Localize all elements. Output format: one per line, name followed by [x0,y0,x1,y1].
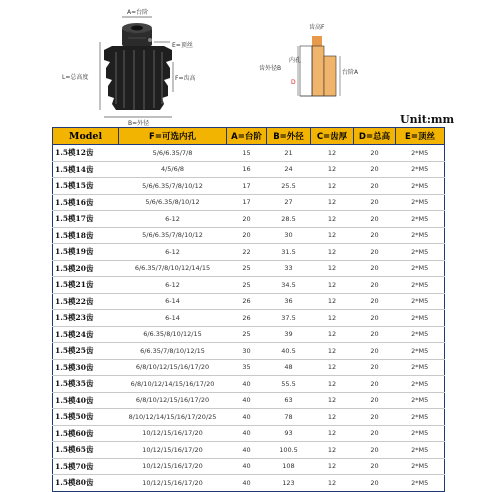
bore-cell: 6-12 [119,244,227,261]
bore-cell: 5/6/6.35/7/8 [119,145,227,162]
outer-diameter-cell: 31.5 [267,244,311,261]
bore-cell: 10/12/15/16/17/20 [119,442,227,459]
model-cell: 1.5模24齿 [53,326,119,343]
step-cell: 35 [227,359,267,376]
total-height-cell: 20 [354,211,396,228]
total-height-cell: 20 [354,293,396,310]
bore-cell: 6-14 [119,293,227,310]
set-screw-cell: 2*M5 [396,178,445,195]
set-screw-cell: 2*M5 [396,145,445,162]
table-row [53,277,445,294]
tooth-thickness-cell: 12 [311,260,354,277]
step-cell: 40 [227,475,267,492]
bore-cell: 5/6/6.35/7/8/10/12 [119,178,227,195]
step-cell: 30 [227,343,267,360]
bore-cell: 10/12/15/16/17/20 [119,475,227,492]
table-row [53,178,445,195]
set-screw-cell: 2*M5 [396,409,445,426]
outer-diameter-cell: 33 [267,260,311,277]
outer-diameter-cell: 27 [267,194,311,211]
set-screw-cell: 2*M5 [396,260,445,277]
set-screw-cell: 2*M5 [396,458,445,475]
tooth-thickness-cell: 12 [311,392,354,409]
total-height-cell: 20 [354,458,396,475]
table-row [53,359,445,376]
table-row [53,194,445,211]
bore-cell: 6/6.35/8/10/12/15 [119,326,227,343]
total-height-cell: 20 [354,260,396,277]
step-cell: 40 [227,458,267,475]
total-height-cell: 20 [354,425,396,442]
model-cell: 1.5模65齿 [53,442,119,459]
bore-cell: 10/12/15/16/17/20 [119,458,227,475]
outer-diameter-cell: 39 [267,326,311,343]
bore-cell: 6/8/10/12/15/16/17/20 [119,392,227,409]
header-bore: F=可选内孔 [119,128,227,145]
step-cell: 20 [227,211,267,228]
table-row [53,161,445,178]
f-tooth-label: F=齿高 [175,75,196,82]
step-cell: 26 [227,293,267,310]
tooth-thickness-cell: 12 [311,178,354,195]
outer-diameter-cell: 28.5 [267,211,311,228]
header-total-height: D=总高 [354,128,396,145]
table-row [53,293,445,310]
model-cell: 1.5模16齿 [53,194,119,211]
table-row [53,425,445,442]
total-height-cell: 20 [354,392,396,409]
step-a-label: 台阶A [342,69,359,76]
model-cell: 1.5模21齿 [53,277,119,294]
bore-cell: 10/12/15/16/17/20 [119,425,227,442]
outer-diameter-cell: 34.5 [267,277,311,294]
step-cell: 25 [227,277,267,294]
tooth-thickness-cell: 12 [311,425,354,442]
table-row [53,392,445,409]
model-cell: 1.5模80齿 [53,475,119,492]
tooth-thickness-cell: 12 [311,326,354,343]
l-height-label: L=总高度 [62,74,89,81]
table-row [53,227,445,244]
tooth-thickness-cell: 12 [311,458,354,475]
total-height-cell: 20 [354,409,396,426]
model-cell: 1.5模12齿 [53,145,119,162]
step-cell: 25 [227,260,267,277]
bore-cell: 6/8/10/12/14/15/16/17/20 [119,376,227,393]
total-height-cell: 20 [354,194,396,211]
outer-diameter-cell: 108 [267,458,311,475]
model-cell: 1.5模25齿 [53,343,119,360]
model-cell: 1.5模23齿 [53,310,119,327]
set-screw-cell: 2*M5 [396,310,445,327]
model-cell: 1.5模14齿 [53,161,119,178]
table-row [53,458,445,475]
set-screw-cell: 2*M5 [396,343,445,360]
header-step: A=台阶 [227,128,267,145]
e-setscrew-label: E=顶丝 [172,42,193,49]
tooth-thickness-cell: 12 [311,310,354,327]
header-model: Model [53,128,119,145]
tooth-thickness-cell: 12 [311,359,354,376]
set-screw-cell: 2*M5 [396,161,445,178]
outer-diameter-cell: 40.5 [267,343,311,360]
table-row [53,145,445,162]
total-height-cell: 20 [354,244,396,261]
outer-diameter-cell: 100.5 [267,442,311,459]
b-outer-label: B=外径 [128,120,150,127]
step-cell: 25 [227,326,267,343]
outer-diameter-label: 齿外径B [259,65,282,72]
model-cell: 1.5模20齿 [53,260,119,277]
spec-table [52,127,445,492]
bore-cell: 5/6/6.35/7/8/10/12 [119,227,227,244]
bore-cell: 6-12 [119,277,227,294]
outer-diameter-cell: 48 [267,359,311,376]
outer-diameter-cell: 25.5 [267,178,311,195]
model-cell: 1.5模40齿 [53,392,119,409]
tooth-thickness-cell: 12 [311,161,354,178]
model-cell: 1.5模15齿 [53,178,119,195]
table-row [53,409,445,426]
tooth-thickness-cell: 12 [311,227,354,244]
bore-cell: 6/6.35/7/8/10/12/15 [119,343,227,360]
set-screw-cell: 2*M5 [396,227,445,244]
model-cell: 1.5模60齿 [53,425,119,442]
total-height-cell: 20 [354,178,396,195]
header-tooth-thickness: C=齿厚 [311,128,354,145]
table-row [53,442,445,459]
tooth-thickness-cell: 12 [311,376,354,393]
set-screw-cell: 2*M5 [396,194,445,211]
a-step-label: A=台阶 [127,9,149,16]
tooth-thickness-cell: 12 [311,293,354,310]
gear-cross-section [300,36,336,96]
model-cell: 1.5模50齿 [53,409,119,426]
table-row [53,310,445,327]
table-header-row [53,128,445,145]
outer-diameter-cell: 30 [267,227,311,244]
model-cell: 1.5模35齿 [53,376,119,393]
table-row [53,211,445,228]
tooth-thickness-cell: 12 [311,211,354,228]
table-row [53,244,445,261]
outer-diameter-cell: 123 [267,475,311,492]
step-cell: 26 [227,310,267,327]
total-height-cell: 20 [354,227,396,244]
total-height-cell: 20 [354,145,396,162]
step-cell: 17 [227,178,267,195]
total-height-cell: 20 [354,475,396,492]
model-cell: 1.5模19齿 [53,244,119,261]
header-set-screw: E=顶丝 [396,128,445,145]
bore-cell: 6-12 [119,211,227,228]
set-screw-cell: 2*M5 [396,475,445,492]
tooth-height-label: 齿高F [309,24,325,31]
tooth-thickness-cell: 12 [311,277,354,294]
step-cell: 22 [227,244,267,261]
tooth-thickness-cell: 12 [311,343,354,360]
model-cell: 1.5模18齿 [53,227,119,244]
outer-diameter-cell: 93 [267,425,311,442]
model-cell: 1.5模30齿 [53,359,119,376]
header-outer-diameter: B=外径 [267,128,311,145]
outer-diameter-cell: 24 [267,161,311,178]
total-height-cell: 20 [354,376,396,393]
bore-cell: 6/8/10/12/15/16/17/20 [119,359,227,376]
total-height-cell: 20 [354,359,396,376]
total-height-cell: 20 [354,326,396,343]
bore-cell: 5/6/6.35/8/10/12 [119,194,227,211]
bore-cell: 6-14 [119,310,227,327]
bore-cell: 8/10/12/14/15/16/17/20/25 [119,409,227,426]
outer-diameter-cell: 78 [267,409,311,426]
gear-figure [0,0,488,128]
total-height-cell: 20 [354,277,396,294]
set-screw-cell: 2*M5 [396,244,445,261]
set-screw-cell: 2*M5 [396,392,445,409]
model-cell: 1.5模22齿 [53,293,119,310]
step-cell: 40 [227,392,267,409]
set-screw-cell: 2*M5 [396,277,445,294]
bore-cell: 4/5/6/8 [119,161,227,178]
d-bore-label: D=内孔 [128,31,150,38]
set-screw-cell: 2*M5 [396,359,445,376]
tooth-thickness-cell: 12 [311,475,354,492]
step-cell: 16 [227,161,267,178]
tooth-thickness-cell: 12 [311,409,354,426]
bore-d-label: D [291,79,296,86]
table-row [53,326,445,343]
table-row [53,260,445,277]
total-height-cell: 20 [354,442,396,459]
total-height-cell: 20 [354,310,396,327]
step-cell: 40 [227,425,267,442]
set-screw-cell: 2*M5 [396,376,445,393]
step-cell: 40 [227,376,267,393]
set-screw-cell: 2*M5 [396,425,445,442]
table-row [53,475,445,492]
set-screw-cell: 2*M5 [396,326,445,343]
tooth-thickness-cell: 12 [311,442,354,459]
bore-label: 内孔 [289,57,302,64]
total-height-cell: 20 [354,161,396,178]
model-cell: 1.5模70齿 [53,458,119,475]
gear-diagram [0,0,488,128]
set-screw-cell: 2*M5 [396,211,445,228]
step-cell: 40 [227,409,267,426]
step-cell: 20 [227,227,267,244]
tooth-thickness-cell: 12 [311,194,354,211]
outer-diameter-cell: 37.5 [267,310,311,327]
bore-cell: 6/6.35/7/8/10/12/14/15 [119,260,227,277]
unit-label: Unit:mm [400,113,455,126]
outer-diameter-cell: 63 [267,392,311,409]
step-cell: 15 [227,145,267,162]
model-cell: 1.5模17齿 [53,211,119,228]
step-cell: 40 [227,442,267,459]
step-cell: 17 [227,194,267,211]
set-screw-cell: 2*M5 [396,293,445,310]
tooth-thickness-cell: 12 [311,145,354,162]
outer-diameter-cell: 21 [267,145,311,162]
outer-diameter-cell: 36 [267,293,311,310]
tooth-thickness-cell: 12 [311,244,354,261]
outer-diameter-cell: 55.5 [267,376,311,393]
total-height-cell: 20 [354,343,396,360]
table-row [53,343,445,360]
set-screw-cell: 2*M5 [396,442,445,459]
table-row [53,376,445,393]
